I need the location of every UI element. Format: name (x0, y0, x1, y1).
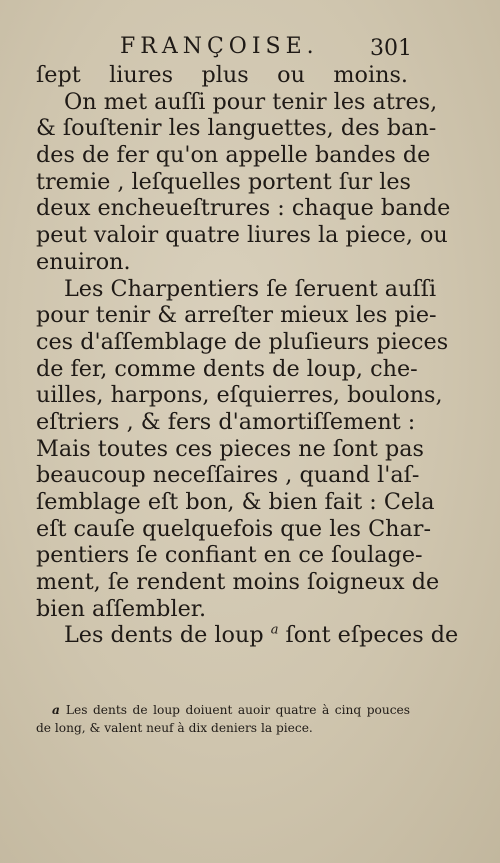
body-text (36, 62, 459, 649)
page-number: 301 (370, 36, 412, 61)
footnote (36, 701, 410, 737)
text-line: Les Charpentiers ſe ſeruent auſſi (64, 275, 437, 302)
footnote-line (36, 701, 410, 719)
text-line: des de fer qu'on appelle bandes de (36, 142, 431, 169)
text-line-with-footnote-ref (36, 622, 459, 649)
text-line: On met auſſi pour tenir les atres, (64, 88, 438, 115)
footnote-text: Les dents de loup doiuent auoir quatre à cinq pouces (65, 703, 410, 717)
text-line: eſtriers , & fers d'amortiſſement : (36, 408, 416, 435)
text-line: tremie , leſquelles portent ſur les (36, 168, 411, 195)
text-line: uilles, harpons, eſquierres, boulons, (36, 382, 443, 409)
text-line: beaucoup neceſſaires , quand l'aſ- (36, 462, 420, 489)
text-line: pour tenir & arreſter mieux les pie- (36, 302, 437, 329)
text-line: bien aſſembler. (36, 595, 207, 622)
text-line: deux encheueſtrures : chaque bande (36, 195, 451, 222)
text-line: pentiers ſe confiant en ce ſoulage- (36, 542, 423, 569)
text-line: ſemblage eſt bon, & bien fait : Cela (36, 489, 435, 515)
text-line: peut valoir quatre liures la piece, ou (36, 222, 448, 249)
footnote-line: de long, & valent neuf à dix deniers la piece. (36, 721, 313, 735)
running-head (0, 34, 500, 64)
text-line: de fer, comme dents de loup, che- (36, 355, 418, 382)
text-line: enuiron. (36, 248, 131, 275)
text-line: eſt cauſe quelquefois que les Char- (36, 515, 431, 542)
footnote-reference: a (270, 623, 279, 639)
text-fragment: ſont eſpeces de (278, 622, 459, 649)
text-line: ces d'aſſemblage de pluſieurs pieces (36, 328, 449, 355)
text-line: ment, ſe rendent moins ſoigneux de (36, 569, 440, 596)
running-title: FRANÇOISE. (120, 34, 319, 59)
footnote-marker: a (52, 703, 60, 717)
text-fragment: Les dents de loup (64, 622, 264, 649)
text-line: & ſouſtenir les languettes, des ban- (36, 115, 437, 142)
text-line: Mais toutes ces pieces ne ſont pas (36, 435, 424, 462)
text-line: ſept liures plus ou moins. (36, 62, 408, 88)
